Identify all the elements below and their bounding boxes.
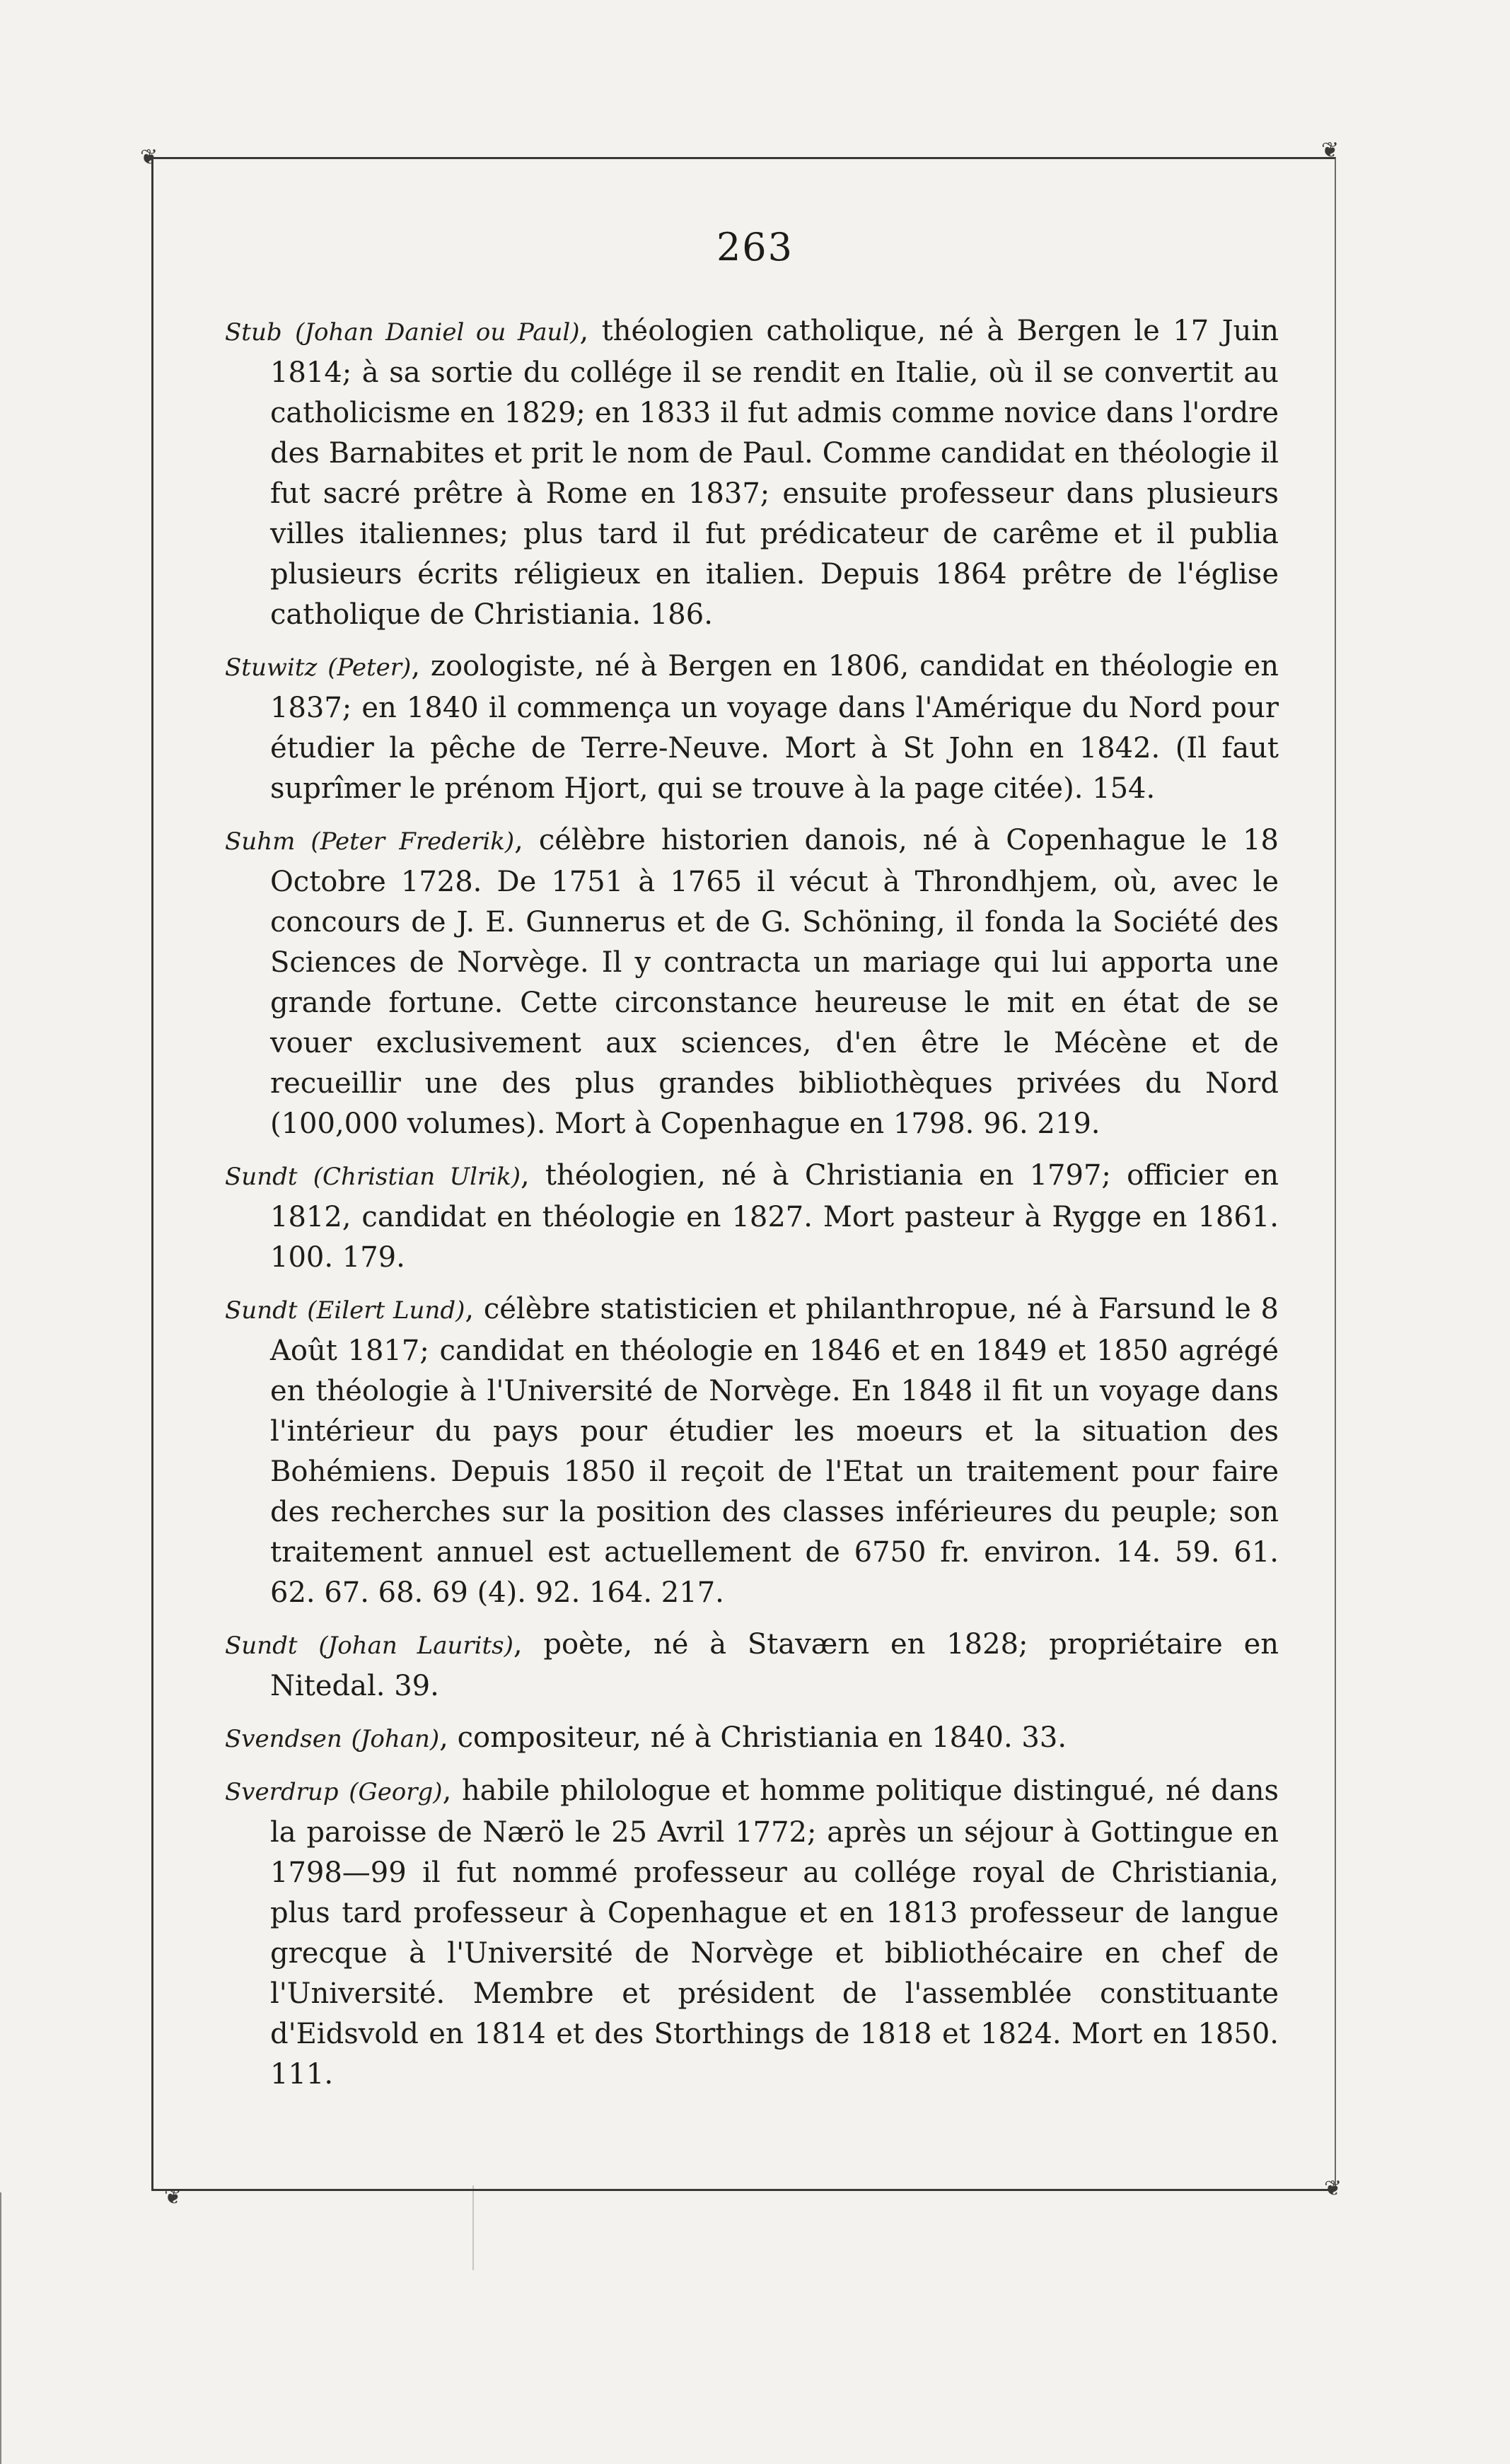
entry-given-names: (Georg) — [349, 1778, 443, 1806]
page-edge-line — [0, 2192, 1, 2464]
entry-given-names: (Johan Daniel ou Paul) — [295, 318, 580, 347]
entry-text: , habile philologue et homme politique distingué, né dans la paroisse de Nærö le 25 Avril 1772; après un séjour à Gottingue en 1798—99 il fut nommé professeur au collége royal de Christiania, plus tard professeur à Copenhague et en 1813 professeur de langue grecque à l'Université de Norvège et bibliothécaire en chef de l'Université. Membre et président de l'assemblée constituante d'Eidsvold en 1814 et des Storthings de 1818 et 1824. Mort en 1850. 111. — [270, 1774, 1279, 2091]
entry-surname: Stuwitz — [225, 653, 318, 682]
entry — [225, 646, 1279, 809]
entry-surname: Sundt — [225, 1296, 298, 1325]
entry-given-names: (Eilert Lund) — [307, 1296, 465, 1325]
corner-ornament-icon: ❦ — [164, 2185, 182, 2209]
entry-text: , théologien, né à Christiania en 1797; officier en 1812, candidat en théologie en 1827. Mort pasteur à Rygge en 1861. 100. 179. — [270, 1159, 1279, 1274]
entry — [225, 1718, 1279, 1760]
entry-text: , zoologiste, né à Bergen en 1806, candidat en théologie en 1837; en 1840 il commença un voyage dans l'Amérique du Nord pour étudier la pêche de Terre-Neuve. Mort à St John en 1842. (Il faut suprîmer le prénom Hjort, qui se trouve à la page citée). 154. — [270, 650, 1279, 805]
entry-surname: Sundt — [225, 1163, 298, 1191]
entry-given-names: (Johan Laurits) — [318, 1632, 513, 1660]
entry — [225, 1289, 1279, 1613]
entry-text: , poète, né à Staværn en 1828; propriétaire en Nitedal. 39. — [270, 1628, 1279, 1702]
entry — [225, 1625, 1279, 1707]
entry-text: , compositeur, né à Christiania en 1840. 33. — [439, 1721, 1067, 1754]
entry-given-names: (Christian Ulrik) — [313, 1163, 521, 1191]
entry-surname: Svendsen — [225, 1725, 342, 1753]
entry — [225, 820, 1279, 1144]
entry-given-names: (Peter Frederik) — [310, 827, 515, 856]
entry-text: , célèbre statisticien et philanthropue, né à Farsund le 8 Août 1817; candidat en théologie en 1846 et en 1849 et 1850 agrégé en théologie à l'Université de Norvège. En 1848 il fit un voyage dans l'intérieur du pays pour étudier les moeurs et la situation des Bohémiens. Depuis 1850 il reçoit de l'Etat un traitement pour faire des recherches sur la position des classes inférieures du peuple; son traitement annuel est actuellement de 6750 fr. environ. 14. 59. 61. 62. 67. 68. 69 (4). 92. 164. 217. — [270, 1293, 1279, 1609]
entry-given-names: (Peter) — [327, 653, 412, 682]
corner-ornament-icon: ❦ — [1324, 2176, 1342, 2201]
entry-surname: Stub — [225, 318, 282, 347]
entry — [225, 1156, 1279, 1278]
entry — [225, 311, 1279, 635]
entry-surname: Sundt — [225, 1632, 298, 1660]
paper-fold-mark — [472, 2185, 474, 2270]
entry — [225, 1771, 1279, 2095]
entry-surname: Sverdrup — [225, 1778, 339, 1806]
corner-ornament-icon: ❦ — [1321, 138, 1340, 163]
entry-text: , célèbre historien danois, né à Copenhague le 18 Octobre 1728. De 1751 à 1765 il vécut à Throndhjem, où, avec le concours de J. E. Gunnerus et de G. Schöning, il fonda la Société des Sciences de Norvège. Il y contracta un mariage qui lui apporta une grande fortune. Cette circonstance heureuse le mit en état de se vouer exclusivement aux sciences, d'en être le Mécène et de recueillir une des plus grandes bibliothèques privées du Nord (100,000 volumes). Mort à Copenhague en 1798. 96. 219. — [270, 824, 1279, 1140]
entry-text: , théologien catholique, né à Bergen le 17 Juin 1814; à sa sortie du collége il se rendit en Italie, où il se convertit au catholicisme en 1829; en 1833 il fut admis comme novice dans l'ordre des Barnabites et prit le nom de Paul. Comme candidat en théologie il fut sacré prêtre à Rome en 1837; ensuite professeur dans plusieurs villes italiennes; plus tard il fut prédicateur de carême et il publia plusieurs écrits réligieux en italien. Depuis 1864 prêtre de l'église catholique de Christiania. 186. — [270, 315, 1279, 631]
page-number: 263 — [716, 225, 794, 269]
entry-surname: Suhm — [225, 827, 296, 856]
corner-ornament-icon: ❦ — [140, 145, 158, 170]
entries-list — [225, 311, 1279, 2106]
entry-given-names: (Johan) — [351, 1725, 440, 1753]
